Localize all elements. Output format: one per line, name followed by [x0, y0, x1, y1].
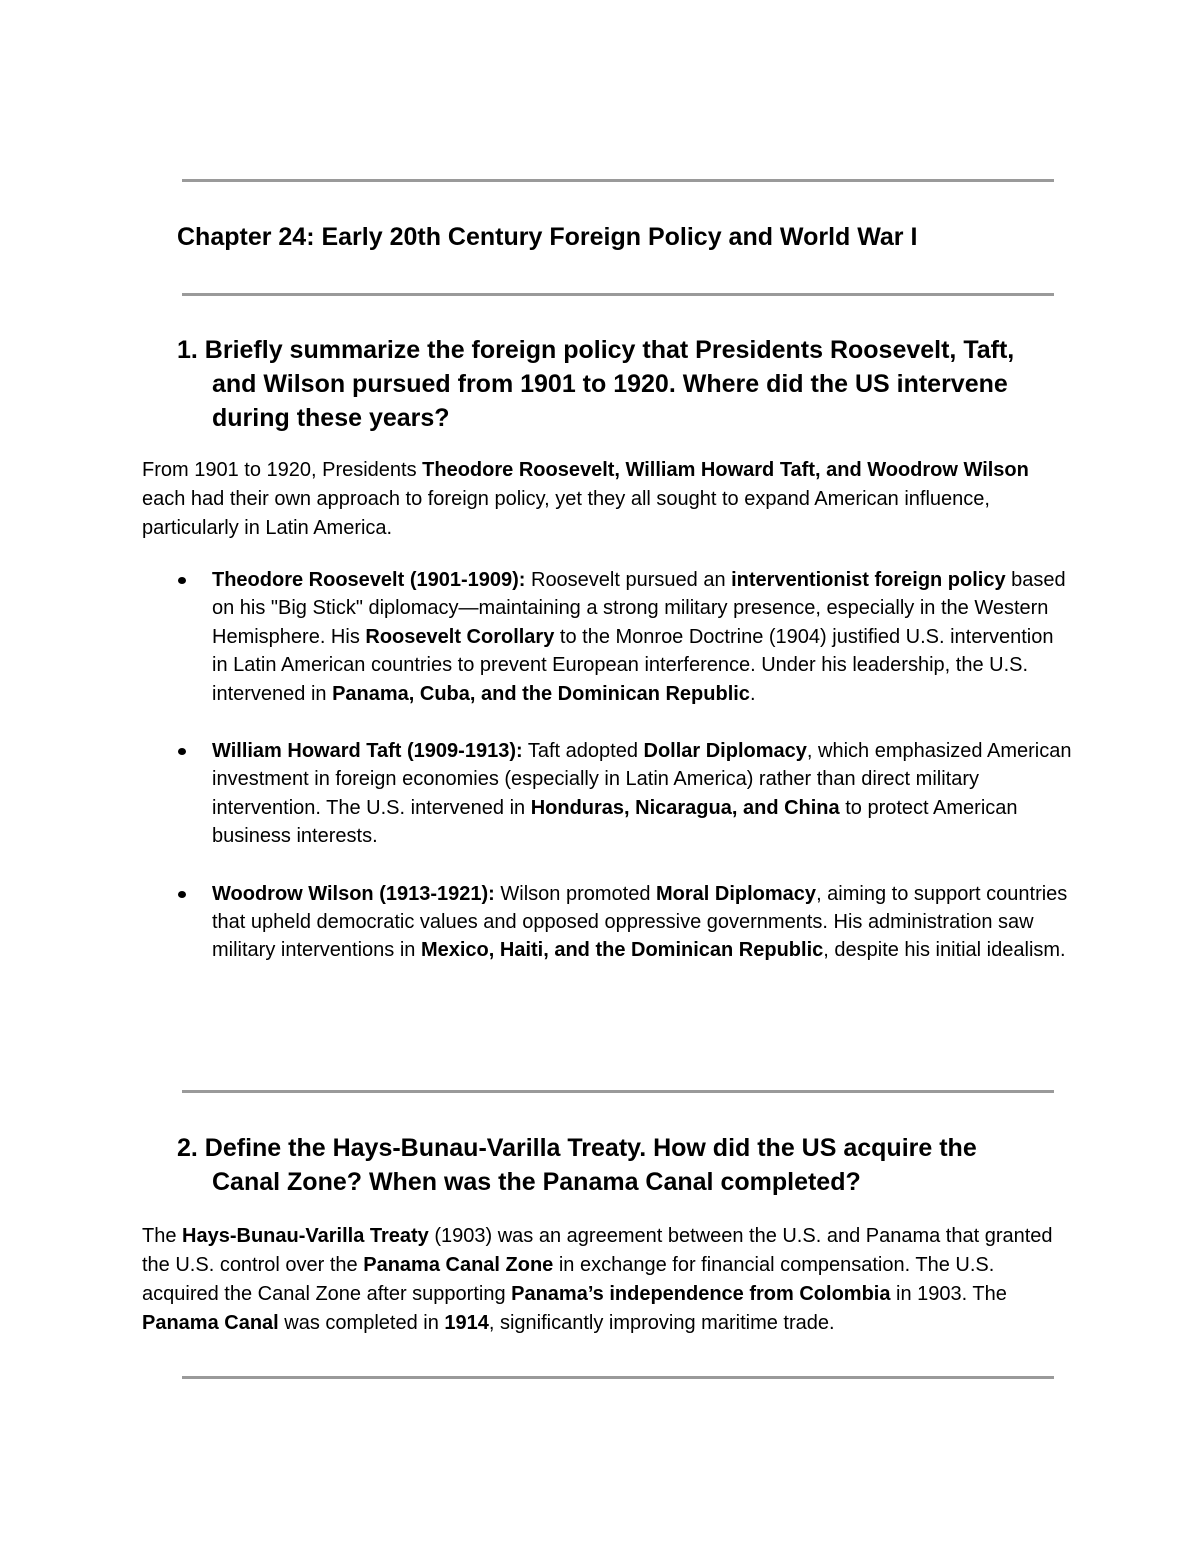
- bullet-text: .: [749, 682, 756, 705]
- intro-text: each had their own approach to foreign policy, yet they all sought to expand American influence, particularly in Latin America.: [142, 488, 990, 539]
- answer-bold: Hays-Bunau-Varilla Treaty: [182, 1225, 429, 1247]
- question-2-heading-line1: 2. Define the Hays-Bunau-Varilla Treaty. How did the US acquire the: [177, 1134, 977, 1162]
- bullet-bold: Dollar Diplomacy: [643, 740, 807, 763]
- bullet-label: William Howard Taft (1909-1913):: [212, 740, 523, 763]
- answer-text: was completed in: [278, 1312, 445, 1334]
- answer-text: , significantly improving maritime trade.: [488, 1312, 835, 1334]
- answer-bold: 1914: [444, 1312, 489, 1334]
- list-item: [212, 880, 1072, 965]
- question-1-heading: [177, 333, 1057, 435]
- bullet-dot: [178, 748, 186, 755]
- question-2-answer: [142, 1222, 1062, 1338]
- bullet-label: Theodore Roosevelt (1901-1909):: [212, 569, 526, 591]
- bullet-label: Woodrow Wilson (1913-1921):: [212, 882, 495, 905]
- question-2-heading-line2: Canal Zone? When was the Panama Canal completed?: [212, 1168, 861, 1196]
- answer-bold: Panama Canal: [142, 1312, 279, 1334]
- bullet-text: to the Monroe Doctrine (1904) justified U.S. intervention in Latin American countries to prevent European interference. Under his leadership, the U.S. intervened in: [212, 625, 1054, 705]
- intro-text: From 1901 to 1920, Presidents: [142, 459, 423, 481]
- bullet-text: Taft adopted: [522, 740, 644, 763]
- question-1-heading-line2: and Wilson pursued from 1901 to 1920. Where did the US intervene: [212, 370, 1008, 398]
- bullet-dot: [178, 577, 186, 584]
- divider-bottom: [182, 1376, 1054, 1379]
- divider-after-question-1: [182, 1090, 1054, 1093]
- bullet-text: , aiming to support countries that upheld democratic values and opposed oppressive governments. His administration saw military interventions in: [212, 882, 1068, 962]
- bullet-text: to protect American business interests.: [212, 796, 1018, 848]
- question-1-heading-line1: 1. Briefly summarize the foreign policy that Presidents Roosevelt, Taft,: [177, 336, 1015, 364]
- answer-text: The: [142, 1225, 183, 1247]
- bullet-dot: [178, 891, 186, 898]
- answer-bold: Panama Canal Zone: [363, 1254, 554, 1276]
- question-1-bullet-list: [212, 566, 1072, 994]
- list-item: [212, 566, 1072, 708]
- list-item: [212, 737, 1072, 851]
- bullet-text: , which emphasized American investment in foreign economies (especially in Latin America) rather than direct military intervention. The U.S. intervened in: [212, 740, 1072, 819]
- divider-top: [182, 179, 1054, 182]
- question-1-heading-line3: during these years?: [212, 404, 450, 432]
- answer-bold: Panama’s independence from Colombia: [511, 1283, 891, 1305]
- divider-after-title: [182, 293, 1054, 296]
- intro-presidents: Theodore Roosevelt, William Howard Taft, and Woodrow Wilson: [422, 459, 1029, 481]
- bullet-text: , despite his initial idealism.: [823, 939, 1066, 962]
- page-title: Chapter 24: Early 20th Century Foreign Policy and World War I: [177, 223, 918, 251]
- bullet-bold: Honduras, Nicaragua, and China: [530, 796, 840, 819]
- bullet-text: Wilson promoted: [494, 882, 657, 905]
- bullet-bold: Panama, Cuba, and the Dominican Republic: [332, 682, 750, 705]
- question-1-intro: [142, 456, 1062, 543]
- bullet-text: based on his "Big Stick" diplomacy—maintaining a strong military presence, especially in the Western Hemisphere. His: [212, 569, 1066, 648]
- question-2-heading: [177, 1131, 1057, 1199]
- bullet-bold: Moral Diplomacy: [656, 882, 817, 905]
- bullet-bold: Roosevelt Corollary: [365, 625, 555, 648]
- bullet-text: Roosevelt pursued an: [525, 569, 732, 591]
- answer-text: in 1903. The: [890, 1283, 1007, 1305]
- bullet-bold: interventionist foreign policy: [731, 569, 1006, 591]
- bullet-bold: Mexico, Haiti, and the Dominican Republic: [420, 939, 824, 962]
- answer-text: in exchange for financial compensation. The U.S. acquired the Canal Zone after supporting: [142, 1254, 995, 1305]
- answer-text: (1903) was an agreement between the U.S. and Panama that granted the U.S. control over the: [142, 1225, 1053, 1276]
